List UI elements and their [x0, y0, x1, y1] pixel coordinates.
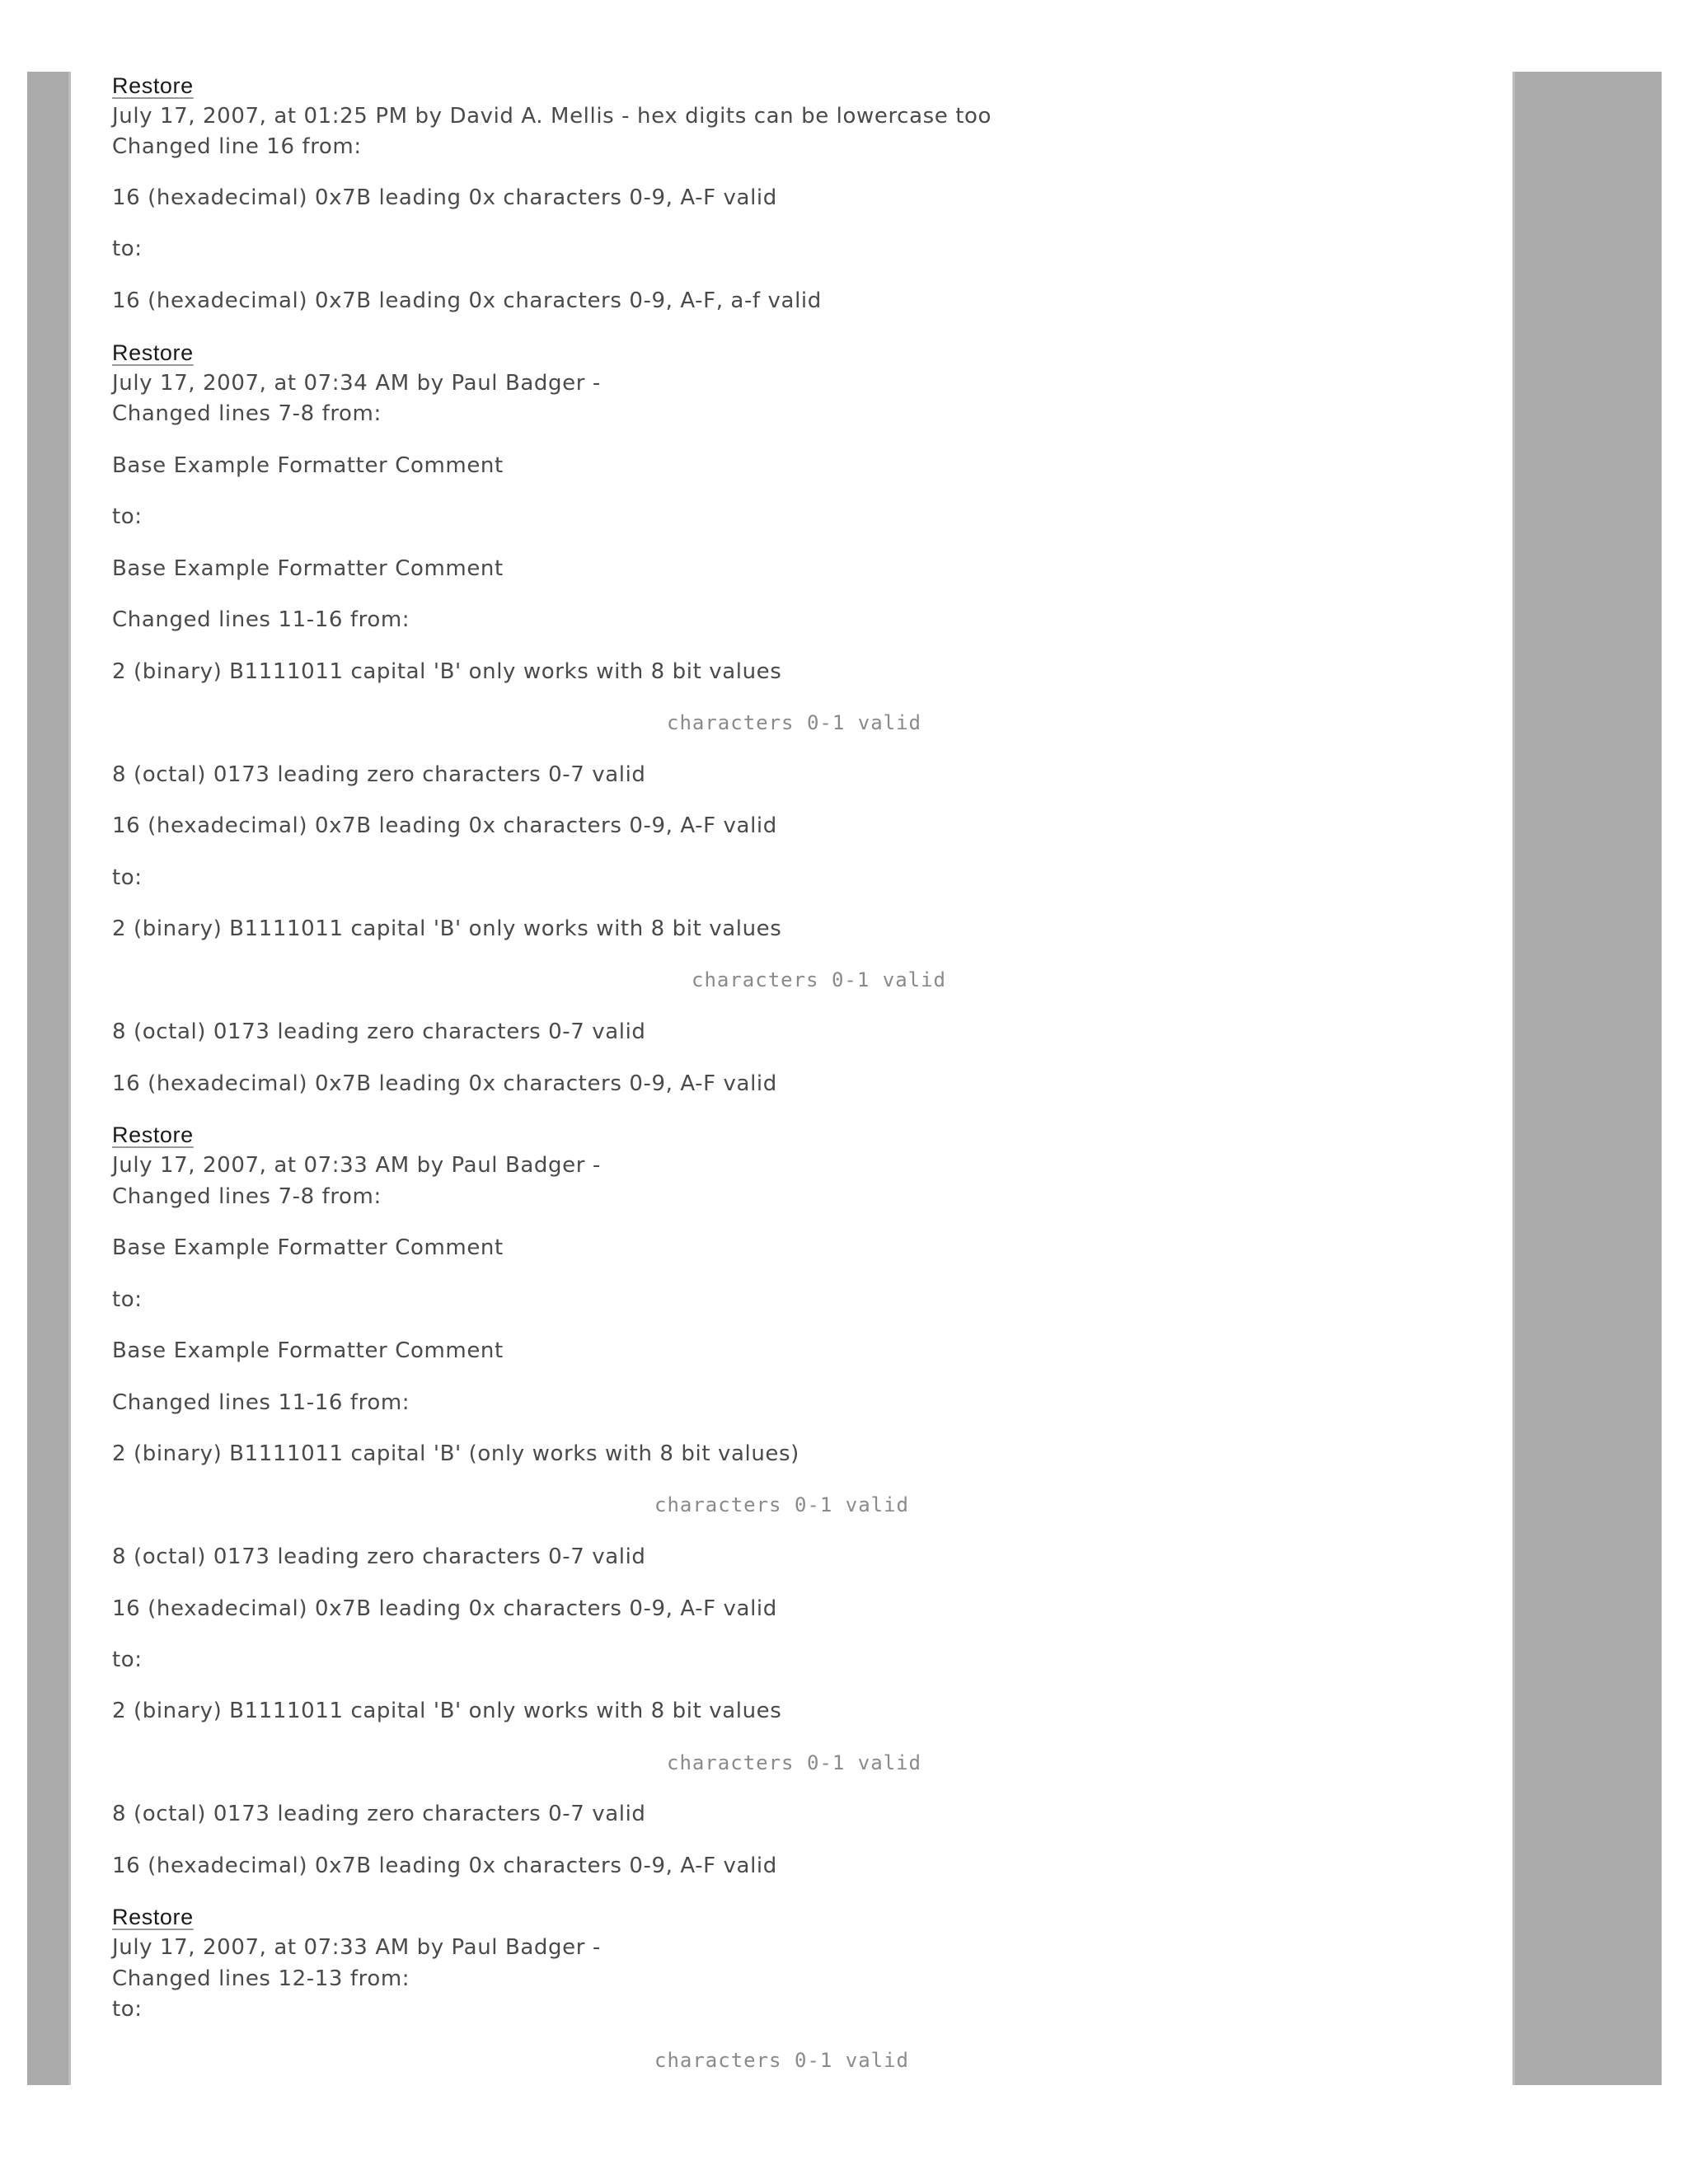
diff-from-line: 8 (octal) 0173 leading zero characters 0-7 valid [112, 762, 646, 787]
diff-to-label: to: [112, 1647, 143, 1672]
diff-from-line: 16 (hexadecimal) 0x7B leading 0x characters 0-9, A-F valid [112, 185, 777, 210]
revision-meta: July 17, 2007, at 07:33 AM by Paul Badger - [112, 1153, 601, 1178]
diff-code-note: characters 0-1 valid [692, 968, 946, 991]
change-summary: Changed lines 11-16 from: [112, 607, 410, 632]
diff-from-line: 2 (binary) B1111011 capital 'B' only works with 8 bit values [112, 659, 782, 684]
diff-to-label: to: [112, 237, 143, 261]
diff-to-label: to: [112, 1287, 143, 1312]
diff-to-label: to: [112, 504, 143, 529]
diff-to-line: 16 (hexadecimal) 0x7B leading 0x characters 0-9, A-F valid [112, 1071, 777, 1096]
change-summary: Changed lines 7-8 from: [112, 1184, 382, 1209]
right-sidebar [1512, 72, 1662, 2085]
restore-link[interactable]: Restore [112, 1122, 194, 1147]
restore-link[interactable]: Restore [112, 73, 194, 98]
restore-link[interactable]: Restore [112, 340, 194, 365]
revision-meta: July 17, 2007, at 01:25 PM by David A. Mellis - hex digits can be lowercase too [112, 104, 992, 129]
revision-meta: July 17, 2007, at 07:33 AM by Paul Badger - [112, 1935, 601, 1960]
diff-to-line: 8 (octal) 0173 leading zero characters 0-7 valid [112, 1802, 646, 1826]
diff-code-note: characters 0-1 valid [654, 2049, 909, 2072]
diff-to-line: 16 (hexadecimal) 0x7B leading 0x characters 0-9, A-F valid [112, 1854, 777, 1878]
change-summary: Changed lines 7-8 from: [112, 401, 382, 426]
diff-from-line: Base Example Formatter Comment [112, 1235, 504, 1260]
restore-link[interactable]: Restore [112, 1905, 194, 1929]
diff-to-line: Base Example Formatter Comment [112, 1338, 504, 1363]
diff-from-line: 16 (hexadecimal) 0x7B leading 0x characters 0-9, A-F valid [112, 1596, 777, 1621]
left-sidebar [27, 72, 71, 2085]
diff-to-line: 8 (octal) 0173 leading zero characters 0-7 valid [112, 1019, 646, 1044]
diff-code-note: characters 0-1 valid [667, 711, 921, 734]
diff-code-note: characters 0-1 valid [667, 1751, 921, 1774]
diff-code-note: characters 0-1 valid [654, 1493, 909, 1516]
change-summary: Changed lines 11-16 from: [112, 1390, 410, 1415]
diff-to-line: 2 (binary) B1111011 capital 'B' only works with 8 bit values [112, 1699, 782, 1723]
diff-from-line: 16 (hexadecimal) 0x7B leading 0x characters 0-9, A-F valid [112, 813, 777, 838]
diff-to-line: Base Example Formatter Comment [112, 556, 504, 581]
diff-to-line: 2 (binary) B1111011 capital 'B' only works with 8 bit values [112, 916, 782, 941]
diff-to-line: 16 (hexadecimal) 0x7B leading 0x characters 0-9, A-F, a-f valid [112, 288, 822, 313]
diff-from-line: Base Example Formatter Comment [112, 453, 504, 478]
change-summary: Changed line 16 from: [112, 134, 362, 159]
change-summary: Changed lines 12-13 from: [112, 1966, 410, 1991]
diff-to-label: to: [112, 1997, 143, 2022]
revision-meta: July 17, 2007, at 07:34 AM by Paul Badger - [112, 371, 601, 396]
diff-from-line: 8 (octal) 0173 leading zero characters 0-7 valid [112, 1544, 646, 1569]
diff-from-line: 2 (binary) B1111011 capital 'B' (only works with 8 bit values) [112, 1441, 799, 1466]
diff-to-label: to: [112, 865, 143, 890]
